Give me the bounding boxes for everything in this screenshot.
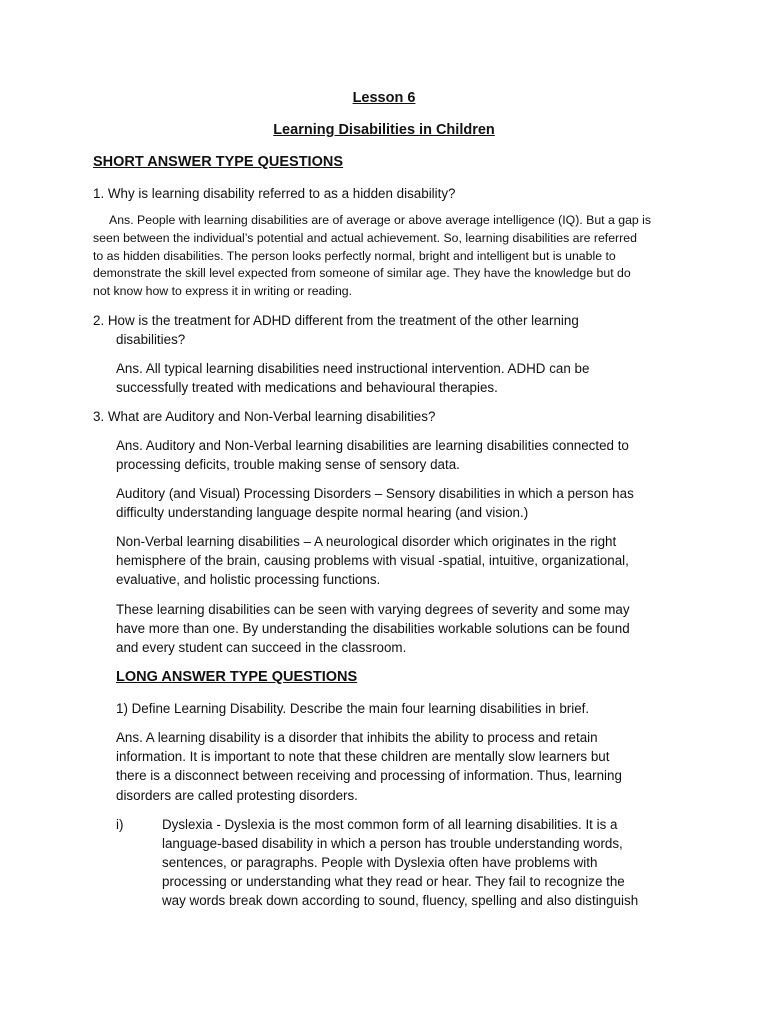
dyslexia-line: way words break down according to sound, fluency, spelling and also distinguish bbox=[162, 893, 639, 908]
auditory-line: difficulty understanding language despite normal hearing (and vision.) bbox=[116, 505, 529, 520]
long-q1-question: 1) Define Learning Disability. Describe the main four learning disabilities in brief. bbox=[116, 701, 590, 716]
short-q2-answer-line: successfully treated with medications and behavioural therapies. bbox=[116, 380, 498, 395]
short-q1-answer-line: to as hidden disabilities. The person looks perfectly normal, bright and intelligent but is unable to bbox=[93, 249, 616, 263]
long-q1-answer-line: Ans. A learning disability is a disorder that inhibits the ability to process and retain bbox=[116, 730, 598, 745]
short-q3-question: 3. What are Auditory and Non-Verbal learning disabilities? bbox=[93, 409, 436, 424]
short-q2-question-line: disabilities? bbox=[116, 332, 186, 347]
dyslexia-line: language-based disability in which a person has trouble understanding words, bbox=[162, 836, 623, 851]
long-q1-answer-line: there is a disconnect between receiving and processing of information. Thus, learning bbox=[116, 768, 622, 783]
short-q1-answer-line: demonstrate the skill level expected from someone of similar age. They have the knowledge but do bbox=[93, 266, 631, 280]
dyslexia-line: sentences, or paragraphs. People with Dyslexia often have problems with bbox=[162, 855, 598, 870]
short-q3-answer-line: Ans. Auditory and Non-Verbal learning disabilities are learning disabilities connected to bbox=[116, 438, 629, 453]
severity-line: have more than one. By understanding the disabilities workable solutions can be found bbox=[116, 621, 630, 636]
lesson-number: Lesson 6 bbox=[352, 90, 416, 106]
short-q1-question: 1. Why is learning disability referred to as a hidden disability? bbox=[93, 186, 456, 201]
short-answer-heading: SHORT ANSWER TYPE QUESTIONS bbox=[93, 154, 344, 170]
auditory-line: Auditory (and Visual) Processing Disorders – Sensory disabilities in which a person has bbox=[116, 486, 634, 501]
nonverbal-line: hemisphere of the brain, causing problems with visual -spatial, intuitive, organizational, bbox=[116, 553, 629, 568]
lesson-title: Learning Disabilities in Children bbox=[273, 122, 495, 138]
long-answer-heading: LONG ANSWER TYPE QUESTIONS bbox=[116, 669, 358, 685]
severity-line: and every student can succeed in the classroom. bbox=[116, 640, 407, 655]
long-q1-answer-line: information. It is important to note that these children are mentally slow learners but bbox=[116, 749, 610, 764]
short-q1-answer-line: not know how to express it in writing or reading. bbox=[93, 284, 353, 298]
dyslexia-line: Dyslexia - Dyslexia is the most common form of all learning disabilities. It is a bbox=[162, 817, 618, 832]
short-q2-question-line: 2. How is the treatment for ADHD different from the treatment of the other learning bbox=[93, 313, 579, 328]
list-item-marker: i) bbox=[116, 817, 124, 832]
severity-line: These learning disabilities can be seen with varying degrees of severity and some may bbox=[116, 602, 630, 617]
nonverbal-line: evaluative, and holistic processing functions. bbox=[116, 572, 381, 587]
short-q3-answer-line: processing deficits, trouble making sense of sensory data. bbox=[116, 457, 460, 472]
long-q1-answer-line: disorders are called protesting disorders. bbox=[116, 788, 358, 803]
short-q1-answer-line: Ans. People with learning disabilities are of average or above average intelligence (IQ). But a gap is bbox=[109, 213, 652, 227]
short-q2-answer-line: Ans. All typical learning disabilities need instructional intervention. ADHD can be bbox=[116, 361, 590, 376]
nonverbal-line: Non-Verbal learning disabilities – A neurological disorder which originates in the right bbox=[116, 534, 617, 549]
short-q1-answer-line: seen between the individual’s potential and actual achievement. So, learning disabilities are referred bbox=[93, 231, 637, 245]
dyslexia-line: processing or understanding what they read or hear. They fail to recognize the bbox=[162, 874, 625, 889]
